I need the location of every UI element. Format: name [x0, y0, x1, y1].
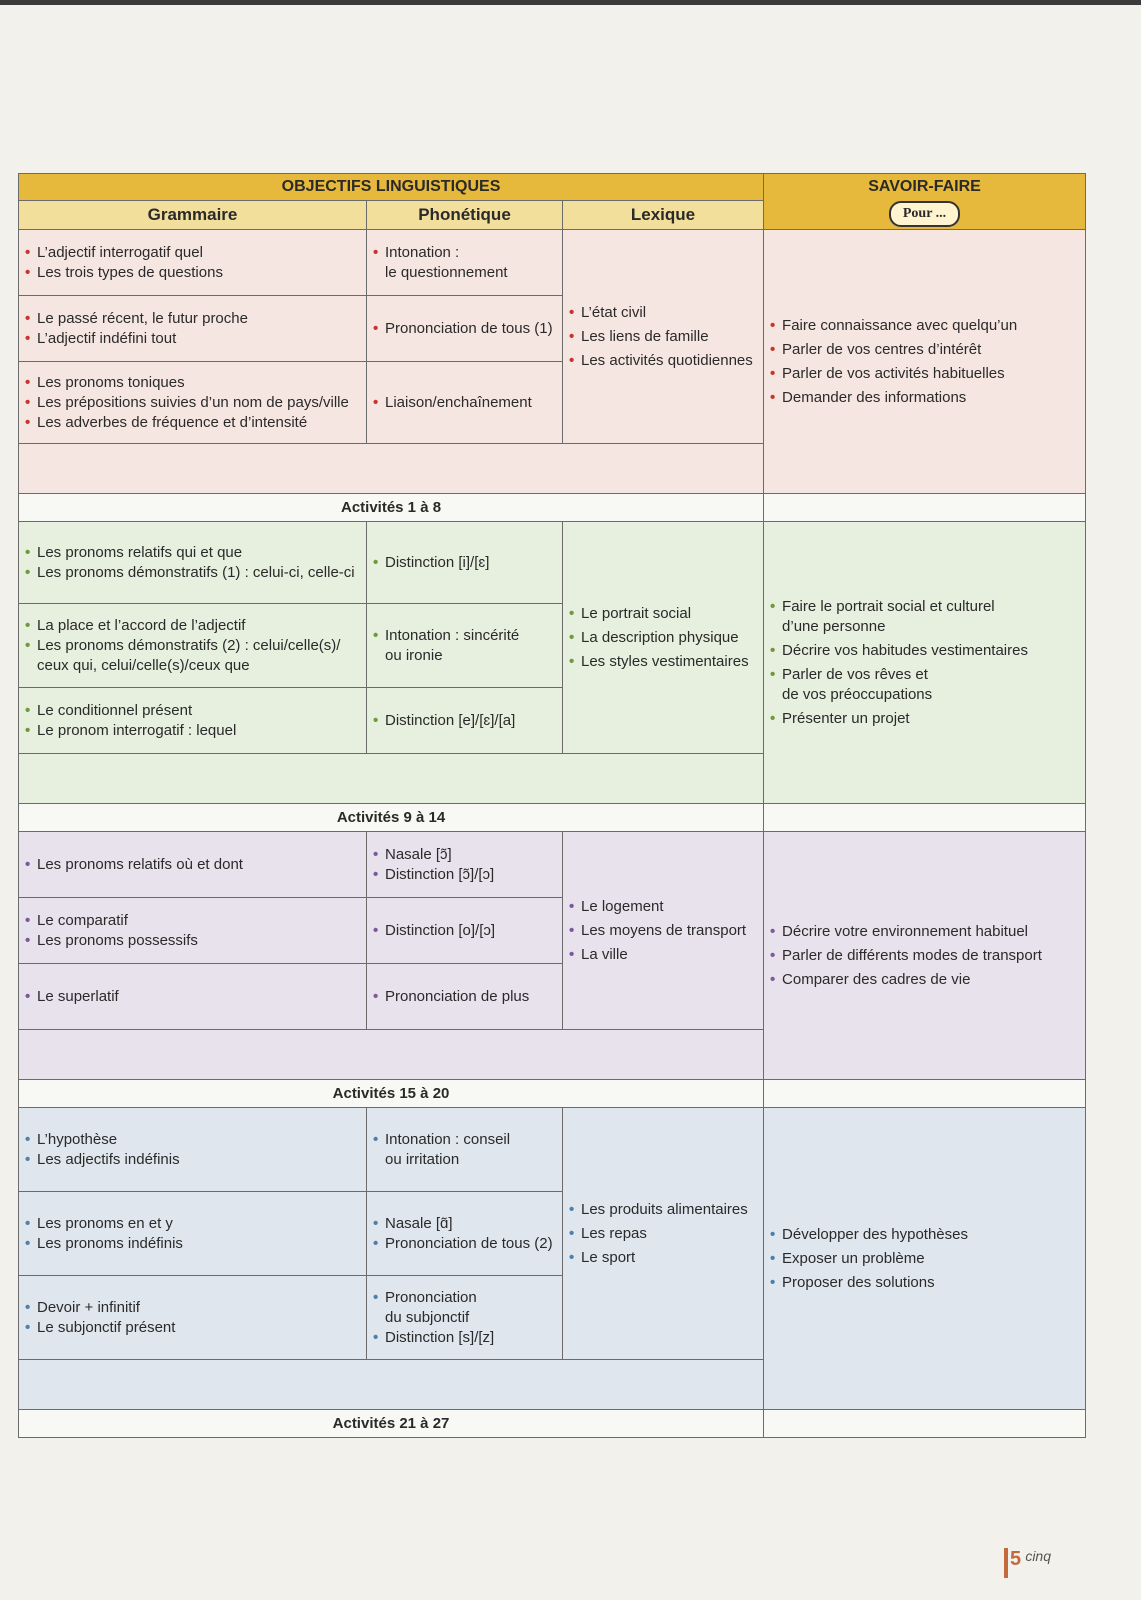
grammaire-cell: [19, 832, 367, 898]
phonetique-cell: [367, 964, 563, 1030]
list-item: • Prononciation de tous (2): [373, 1234, 556, 1254]
list-item: • Les pronoms possessifs: [25, 931, 360, 951]
activites-empty-cell: [764, 804, 1086, 832]
list-item: • Le portrait social: [569, 604, 757, 624]
spacer-cell: [19, 1030, 764, 1080]
list-item: • Le logement: [569, 897, 757, 917]
list-item: • Exposer un problème: [770, 1249, 1079, 1269]
list-item: • Prononciation du subjonctif: [373, 1288, 556, 1328]
list-item: • L’hypothèse: [25, 1130, 360, 1150]
list-item: • Les styles vestimentaires: [569, 652, 757, 672]
grammaire-cell: [19, 296, 367, 362]
list-item: • Distinction [s]/[z]: [373, 1328, 556, 1348]
header-objectifs-linguistiques: OBJECTIFS LINGUISTIQUES: [19, 174, 764, 201]
list-item: • Nasale [ɔ̃]: [373, 845, 556, 865]
list-item: • Parler de différents modes de transport: [770, 946, 1079, 966]
grammaire-cell: [19, 230, 367, 296]
phonetique-cell: [367, 688, 563, 754]
list-item: • Les produits alimentaires: [569, 1200, 757, 1220]
grammaire-cell: [19, 688, 367, 754]
page-word: cinq: [1025, 1548, 1051, 1564]
savoir-faire-cell: [764, 1108, 1086, 1410]
grammaire-cell: [19, 898, 367, 964]
list-item: • L’adjectif indéfini tout: [25, 329, 360, 349]
list-item: • Faire connaissance avec quelqu’un: [770, 316, 1079, 336]
savoir-faire-cell: [764, 230, 1086, 494]
spacer-cell: [19, 444, 764, 494]
list-item: • Les pronoms relatifs où et dont: [25, 855, 360, 875]
list-item: • Les adjectifs indéfinis: [25, 1150, 360, 1170]
list-item: • Distinction [ɔ̃]/[ɔ]: [373, 865, 556, 885]
header-savoir-faire: [764, 174, 1086, 230]
list-item: • L’adjectif interrogatif quel: [25, 243, 360, 263]
list-item: • Les prépositions suivies d’un nom de pays/ville: [25, 393, 360, 413]
activites-row: [19, 804, 1086, 832]
page-number: 5: [1010, 1548, 1022, 1570]
list-item: • Les liens de famille: [569, 327, 757, 347]
phonetique-cell: [367, 1108, 563, 1192]
phonetique-cell: [367, 296, 563, 362]
header-lexique: Lexique: [563, 201, 764, 230]
list-item: • Le conditionnel présent: [25, 701, 360, 721]
grammaire-cell: [19, 1276, 367, 1360]
list-item: • Parler de vos centres d’intérêt: [770, 340, 1079, 360]
grammaire-cell: [19, 522, 367, 604]
list-item: • Présenter un projet: [770, 709, 1079, 729]
activites-row: [19, 494, 1086, 522]
list-item: • Décrire votre environnement habituel: [770, 922, 1079, 942]
phonetique-cell: [367, 832, 563, 898]
list-item: • Prononciation de tous (1): [373, 319, 556, 339]
list-item: • Proposer des solutions: [770, 1273, 1079, 1293]
list-item: • Intonation : conseil ou irritation: [373, 1130, 556, 1170]
syllabus-table: [18, 173, 1086, 1438]
activites-label: Activités 1 à 8: [19, 494, 764, 522]
top-dark-strip: [0, 0, 1141, 5]
phonetique-cell: [367, 604, 563, 688]
pour-badge: Pour ...: [889, 201, 960, 227]
activites-empty-cell: [764, 1080, 1086, 1108]
header-grammaire: Grammaire: [19, 201, 367, 230]
list-item: • Le comparatif: [25, 911, 360, 931]
grammaire-cell: [19, 604, 367, 688]
grammaire-cell: [19, 1108, 367, 1192]
list-item: • Le sport: [569, 1248, 757, 1268]
list-item: • Distinction [o]/[ɔ]: [373, 921, 556, 941]
header-phonetique: Phonétique: [367, 201, 563, 230]
list-item: • La ville: [569, 945, 757, 965]
list-item: • Les pronoms en et y: [25, 1214, 360, 1234]
activites-empty-cell: [764, 494, 1086, 522]
activites-row: [19, 1410, 1086, 1438]
activites-empty-cell: [764, 1410, 1086, 1438]
list-item: • Nasale [ɑ̃]: [373, 1214, 556, 1234]
list-item: • Devoir + infinitif: [25, 1298, 360, 1318]
spacer-cell: [19, 754, 764, 804]
lexique-cell: [563, 1108, 764, 1360]
grammaire-cell: [19, 964, 367, 1030]
activites-label: Activités 9 à 14: [19, 804, 764, 832]
list-item: • Le subjonctif présent: [25, 1318, 360, 1338]
list-item: • Intonation : sincérité ou ironie: [373, 626, 556, 666]
list-item: • Les trois types de questions: [25, 263, 360, 283]
savoir-faire-cell: [764, 522, 1086, 804]
list-item: • Distinction [e]/[ɛ]/[a]: [373, 711, 556, 731]
list-item: • Le pronom interrogatif : lequel: [25, 721, 360, 741]
lexique-cell: [563, 522, 764, 754]
phonetique-cell: [367, 230, 563, 296]
list-item: • Les pronoms toniques: [25, 373, 360, 393]
page-number-bar: [1004, 1548, 1008, 1578]
list-item: • L’état civil: [569, 303, 757, 323]
list-item: • Parler de vos activités habituelles: [770, 364, 1079, 384]
list-item: • Les pronoms relatifs qui et que: [25, 543, 360, 563]
phonetique-cell: [367, 1276, 563, 1360]
list-item: • Comparer des cadres de vie: [770, 970, 1079, 990]
phonetique-cell: [367, 522, 563, 604]
list-item: • Faire le portrait social et culturel d’une personne: [770, 597, 1079, 637]
phonetique-cell: [367, 898, 563, 964]
table-row: [19, 522, 1086, 604]
list-item: • Développer des hypothèses: [770, 1225, 1079, 1245]
list-item: • Intonation : le questionnement: [373, 243, 556, 283]
list-item: • Les moyens de transport: [569, 921, 757, 941]
activites-label: Activités 15 à 20: [19, 1080, 764, 1108]
activites-label: Activités 21 à 27: [19, 1410, 764, 1438]
grammaire-cell: [19, 362, 367, 444]
list-item: • Les activités quotidiennes: [569, 351, 757, 371]
list-item: • Les pronoms indéfinis: [25, 1234, 360, 1254]
list-item: • Les adverbes de fréquence et d’intensité: [25, 413, 360, 433]
list-item: • Les repas: [569, 1224, 757, 1244]
phonetique-cell: [367, 362, 563, 444]
activites-row: [19, 1080, 1086, 1108]
list-item: • Le superlatif: [25, 987, 360, 1007]
list-item: • Décrire vos habitudes vestimentaires: [770, 641, 1079, 661]
list-item: • Distinction [i]/[ɛ]: [373, 553, 556, 573]
list-item: • Liaison/enchaînement: [373, 393, 556, 413]
list-item: • Les pronoms démonstratifs (2) : celui/celle(s)/ ceux qui, celui/celle(s)/ceux que: [25, 636, 360, 676]
table-row: [19, 230, 1086, 296]
list-item: • Parler de vos rêves et de vos préoccupations: [770, 665, 1079, 705]
list-item: • La place et l’accord de l’adjectif: [25, 616, 360, 636]
table-row: [19, 1108, 1086, 1192]
savoir-faire-title: SAVOIR-FAIRE: [868, 177, 981, 195]
savoir-faire-cell: [764, 832, 1086, 1080]
phonetique-cell: [367, 1192, 563, 1276]
list-item: • Demander des informations: [770, 388, 1079, 408]
list-item: • Le passé récent, le futur proche: [25, 309, 360, 329]
list-item: • Les pronoms démonstratifs (1) : celui-ci, celle-ci: [25, 563, 360, 583]
list-item: • Prononciation de plus: [373, 987, 556, 1007]
grammaire-cell: [19, 1192, 367, 1276]
lexique-cell: [563, 832, 764, 1030]
list-item: • La description physique: [569, 628, 757, 648]
table-row: [19, 832, 1086, 898]
lexique-cell: [563, 230, 764, 444]
spacer-cell: [19, 1360, 764, 1410]
